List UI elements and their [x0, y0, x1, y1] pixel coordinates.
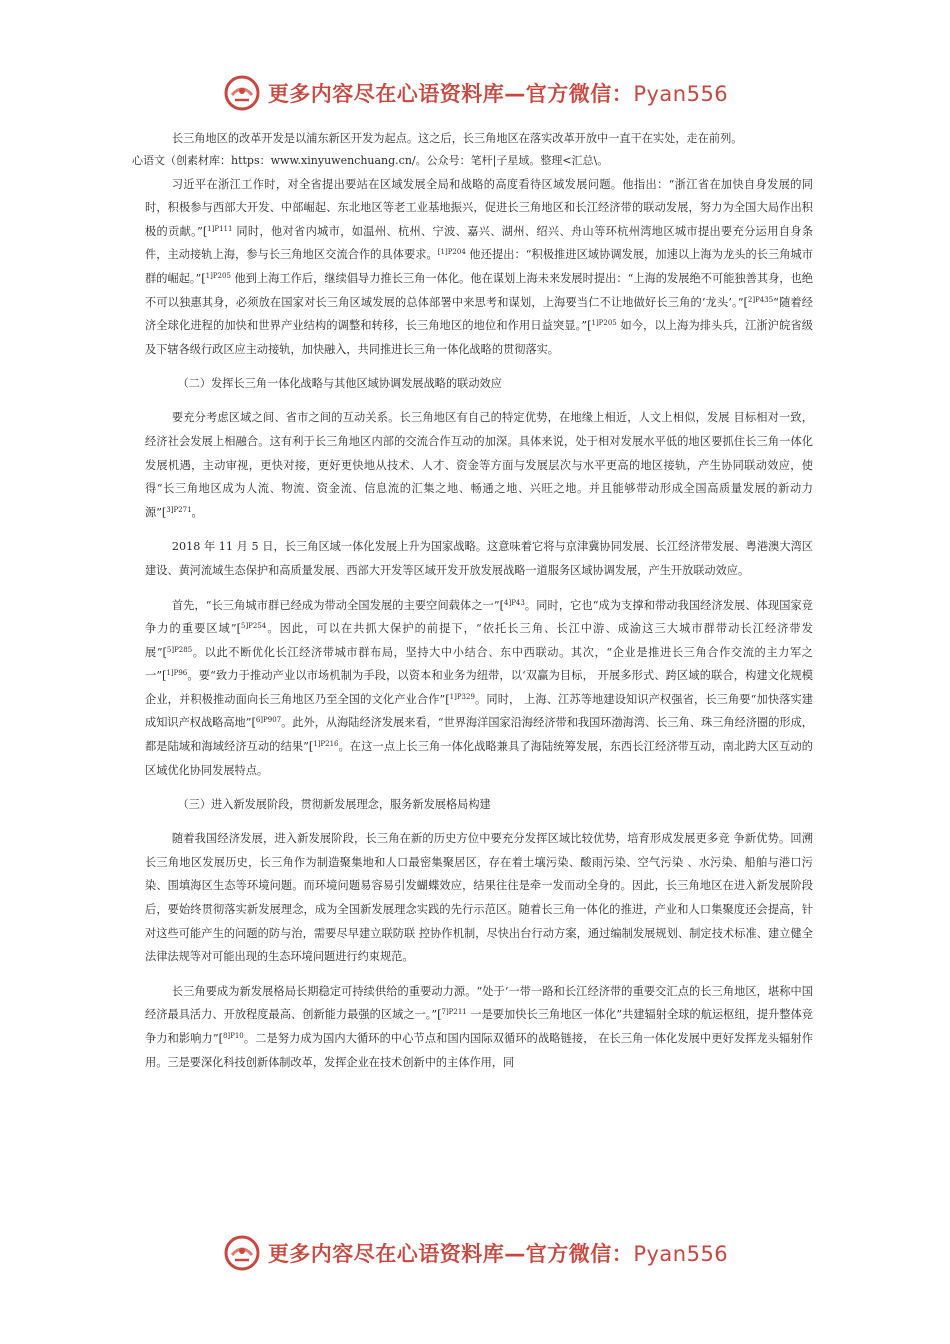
- citation-ref: 1]P205: [205, 271, 231, 280]
- paragraph-2-text-3: 他还提出：“积极推进区域协调发展，加速以上海为龙头的长三角城市群的崛起。”[: [145, 248, 813, 285]
- source-note: 心语文（创素材库：https：www.xinyuwenchuang.cn/。公众号：笔杆|子星域。整理<汇总\。: [132, 153, 609, 167]
- citation-ref: 1]P205: [591, 319, 617, 328]
- document-body: [132, 127, 814, 1085]
- paragraph-5-text-5: 。要“致力于推动产业以市场机制为手段，以资本和业务为纽带，以‘双赢为目标， 开展多形式、跨区域的联合，构建文化规模企业，并积极推动面向长三角地区乃至全国的文化产业合作”[: [145, 669, 813, 706]
- citation-ref: 7]P211: [441, 1008, 467, 1017]
- citation-ref: 1]P111: [207, 224, 233, 233]
- paragraph-7: [145, 980, 813, 1074]
- section-heading-3: （三）进入新发展阶段，贯彻新发展理念，服务新发展格局构建: [177, 798, 491, 812]
- paragraph-5-text-1: 首先，“长三角城市群已经成为带动全国发展的主要空间载体之一”[: [171, 598, 505, 612]
- banner-wechat-id: Pyan556: [633, 1242, 729, 1266]
- paragraph-5-text-8: 。在这一点上长三角一体化战略兼具了海陆统筹发展，东西长江经济带互动，南北跨大区互动的区域优化协同发展特点。: [145, 740, 813, 777]
- paragraph-2-text-5: “随着经济全球化进程的加快和世界产业结构的调整和转移，长三角地区的地位和作用日益突显。”[: [145, 295, 813, 333]
- citation-ref: 5]P254: [240, 622, 267, 631]
- paragraph-5-text-6: 。同时， 上海、江苏等地建设知识产权强省，长三角要“加快落实建成知识产权战略高地”[: [145, 692, 813, 730]
- paragraph-2-text-6: 如今，以上海为排头兵，江浙沪皖省级及下辖各级行政区应主动接轨，加快融入，共同推进长三角一体化战略的贯彻落实。: [145, 319, 813, 356]
- banner-wechat-id: Pyan556: [633, 82, 729, 106]
- paragraph-5-text-3: 。因此，可以在共抓大保护的前提下，“依托长三角、长江中游、成渝这三大城市群带动长江经济带发展”[: [145, 622, 813, 659]
- citation-ref: 1]P329: [449, 692, 475, 701]
- citation-ref: 2]P435: [747, 295, 774, 304]
- banner-text: [268, 1238, 728, 1268]
- paragraph-4: 2018 年 11 月 5 日，长三角区域一体化发展上升为国家战略。这意味着它将与京津冀协同发展、长江经济带发展、粤港澳大湾区建设、黄河流域生态保护和高质量发展、西部大开发等区域开发开放发展战略一道服务区域协调发展，产生开放联动效应。: [145, 540, 813, 577]
- paragraph-5-text-2: 。同时，它也“成为支撑和带动我国经济发展、体现国家竞争力的重要区域”[: [145, 598, 813, 636]
- paragraph-7-text-2: 一是要加快长三角地区一体化”共建辐射全球的航运枢纽，提升整体竞争力和影响力”[: [145, 1008, 813, 1045]
- paragraph-2-text-4: 他到上海工作后，继续倡导力推长三角一体化。他在谋划上海未来发展时提出：“上海的发展绝不可能独善其身，也绝不可以独惠其身，必须放在国家对长三角区域发展的总体部署中来思考和谋划，上海要当仁不让地做好长三角的‘龙头’。”[: [145, 271, 813, 309]
- citation-ref: 1]P216: [313, 740, 339, 749]
- section-heading-2: （二）发挥长三角一体化战略与其他区域协调发展战略的联动效应: [177, 377, 502, 391]
- paragraph-5-text-7: 。此外，从海陆经济发展来看，“世界海洋国家沿海经济带和我国环渤海湾、长三角、珠三角经济圈的形成，都是陆域和海域经济互动的结果”[: [145, 716, 813, 754]
- header-watermark-banner: [0, 70, 950, 116]
- banner-text: [268, 78, 728, 108]
- paragraph-7-text-3: 。二是努力成为国内大循环的中心节点和国内国际双循环的战略链接， 在长三角一体化发展中更好发挥龙头辐射作用。三是要深化科技创新体制改革，发挥企业在技术创新中的主体作用，同: [145, 1032, 813, 1069]
- paragraph-5: [145, 594, 813, 783]
- banner-main-text: 更多内容尽在心语资料库—官方微信：: [267, 1242, 634, 1266]
- citation-ref: 5]P285: [166, 645, 193, 654]
- paragraph-3: [145, 406, 813, 524]
- paragraph-1: 长三角地区的改革开发是以浦东新区开发为起点。这之后，长三角地区在落实改革开放中一直干在实处，走在前列。: [171, 132, 743, 145]
- book-logo-icon: [222, 73, 262, 113]
- paragraph-7-text-1: 长三角要成为新发展格局长期稳定可持续供给的重要动力源。“处于‘一带一路和长江经济带的重要交汇点的长三角地区，堪称中国经济最具活力、开放程度最高、创新能力最强的区域之一。”[: [145, 984, 813, 1022]
- citation-ref: [1]P204: [437, 248, 466, 257]
- footer-watermark-banner: [0, 1230, 950, 1276]
- book-logo-icon: [222, 1233, 262, 1273]
- citation-ref: 4]P43: [504, 598, 525, 607]
- paragraph-2-text-1: 习近平在浙江工作时，对全省提出要站在区域发展全局和战略的高度看待区域发展问题。他指出：“浙江省在加快自身发展的同时，积极参与西部大开发、中部崛起、东北地区等老工业基地振兴，促进长三角地区和长江经济带的联动发展，努力为全国大局作出积极的贡献。”[: [145, 177, 813, 238]
- citation-ref: 6]P907: [255, 716, 282, 725]
- citation-ref: 8]P10: [222, 1032, 244, 1040]
- citation-ref: 1]P96: [166, 669, 188, 678]
- paragraph-2-text-2: 同时，他对省内城市，如温州、杭州、宁波、嘉兴、湖州、绍兴、舟山等环杭州湾地区城市提出要充分运用自身条件，主动接轨上海，参与长三角地区交流合作的具体要求。: [145, 224, 814, 262]
- paragraph-3-text-2: 。: [191, 505, 203, 519]
- banner-main-text: 更多内容尽在心语资料库—官方微信：: [267, 82, 634, 106]
- paragraph-6: 随着我国经济发展，进入新发展阶段，长三角在新的历史方位中要充分发挥区域比较优势，培育形成发展更多竞 争新优势。回溯长三角地区发展历史，长三角作为制造聚集地和人口最密集聚居区，存在着土壤污染、酸雨污染、空气污染 、水污染、船舶与港口污染、围填海区生态等环境问题。而环境问题易容易引发蝴蝶效应，结果往往是牵一发而动全身的。因此，长三角地区在进入新发展阶段后，要始终贯彻落实新发展理念，成为全国新发展理念实践的先行示范区。随着长三角一体化的推进，产业和人口集聚度还会提高，针对这些可能产生的问题的防与治，需要尽早建立联防联 控协作机制，尽快出台行动方案，通过编制发展规划、制定技术标准、建立健全法律法规等对可能出现的生态环境问题进行约束规范。: [145, 832, 813, 964]
- paragraph-2: [145, 173, 813, 362]
- paragraph-3-text-1: 要充分考虑区域之间、省市之间的互动关系。长三角地区有自己的特定优势，在地缘上相近，人文上相似，发展 目标相对一致，经济社会发展上相融合。这有利于长三角地区内部的交流合作互动的加深。具体来说，处于相对发展水平低的地区要抓住长三角一体化发展机遇，主动审视，更快对接，更好更快地从技术、人才、资金等方面与发展层次与水平更高的地区接轨，产生协同联动效应，使得“长三角地区成为人流、物流、资金流、信息流的汇集之地、畅通之地、兴旺之地。并且能够带动形成全国高质量发展的新动力源”[: [145, 411, 813, 519]
- citation-ref: 3]P271: [166, 505, 192, 514]
- paragraph-5-text-4: 。以此不断优化长江经济带城市群布局，坚持大中小结合、东中西联动。其次，“企业是推进长三角合作交流的主力军之一”[: [145, 645, 813, 683]
